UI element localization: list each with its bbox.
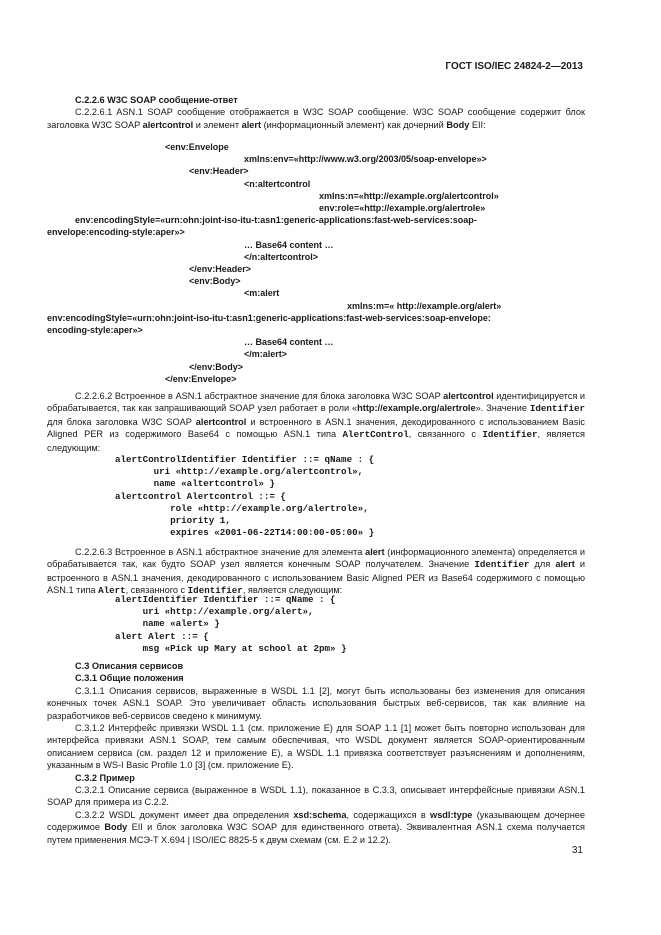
- xml-line: <m:alert: [244, 288, 280, 299]
- code-line: name «altertcontrol» }: [115, 478, 275, 490]
- code-line: msg «Pick up Mary at school at 2pm» }: [115, 642, 347, 654]
- paragraph: C.3.2.1 Описание сервиса (выраженное в WSDL 1.1), показанное в C.3.3, описывает интерфейсные привязки ASN.1 SOAP для примера из C.2.2.: [47, 785, 585, 808]
- xml-line: </env:Envelope>: [165, 373, 237, 384]
- section-c22662: [47, 390, 585, 454]
- code-line: alertcontrol Alertcontrol ::= {: [115, 490, 286, 502]
- section-heading: C.2.2.6 W3C SOAP сообщение-ответ: [75, 95, 238, 105]
- code-line: alertControlIdentifier Identifier ::= qName : {: [115, 454, 375, 465]
- section-c3: [47, 660, 585, 846]
- xml-line: <env:Envelope: [165, 142, 229, 152]
- section-heading: C.3 Описания сервисов: [75, 661, 184, 671]
- code-line: uri «http://example.org/alert»,: [115, 606, 314, 618]
- code-line: role «http://example.org/alertrole»,: [115, 502, 369, 514]
- code-line: expires «2001-06-22T14:00:00-05:00» }: [115, 527, 375, 539]
- page-header: ГОСТ ISO/IEC 24824-2—2013: [445, 61, 583, 72]
- xml-line: env:encodingStyle=«urn:ohn:joint-iso-itu-t:asn1:generic-applications:fast-web-services:soap-: [75, 215, 477, 226]
- asn1-code-block: [115, 594, 655, 655]
- paragraph: C.3.1.2 Интерфейс привязки WSDL 1.1 (см. приложение E) для SOAP 1.1 [1] может быть повторно использован для интерфейса привязки ASN.1 SOAP, тем самым обеспечивая, что WSDL документ является SOAP-ориентированным описанием сервиса (см. раздел 12 и приложение E), а WSDL 1.1 привязка соответствует разъяснениям и дополнениям, указанным в WS-I Basic Profile 1.0 [3] (см. приложение E).: [47, 723, 585, 771]
- section-c22663: [47, 546, 585, 598]
- code-line: alertIdentifier Identifier ::= qName : {: [115, 594, 336, 605]
- xml-line: <n:altertcontrol: [244, 178, 311, 189]
- xml-line: xmlns:env=«http://www.w3.org/2003/05/soap-envelope»>: [244, 154, 487, 165]
- page-number: 31: [571, 845, 583, 856]
- code-line: priority 1,: [115, 515, 231, 527]
- section-c2266: [47, 94, 585, 131]
- xml-line: … Base64 content …: [244, 337, 334, 348]
- xml-line: </n:altertcontrol>: [244, 251, 319, 262]
- xml-line: envelope:encoding-style:aper»>: [47, 227, 185, 238]
- xml-line: </m:alert>: [244, 349, 288, 360]
- section-heading: C.3.1 Общие положения: [75, 673, 184, 684]
- xml-example: [47, 141, 607, 385]
- code-line: alert Alert ::= {: [115, 630, 209, 642]
- xml-line: … Base64 content …: [244, 239, 334, 250]
- section-heading: C.3.2 Пример: [75, 772, 135, 783]
- paragraph: C.2.2.6.2 Встроенное в ASN.1 абстрактное значение для блока заголовка W3C SOAP alertcontrol идентифицируется и обрабатывается, так как запрашивающий SOAP узел работает в роли «http://example.org/alertrole». Значение Identifier для блока заголовка W3C SOAP alertcontrol и встроенного в ASN.1 значения, декодированного с использованием Basic Aligned PER из содержимого Base64 с помощью ASN.1 типа AlertControl, связанного с Identifier, является следующим:: [47, 391, 586, 453]
- xml-line: xmlns:n=«http://example.org/alertcontrol»: [319, 190, 499, 201]
- xml-line: encoding-style:aper»>: [47, 325, 143, 336]
- code-line: name «alert» }: [115, 618, 220, 630]
- xml-line: env:encodingStyle=«urn:ohn:joint-iso-itu-t:asn1:generic-applications:fast-web-services:soap-envelope:: [47, 312, 491, 323]
- paragraph: C.2.2.6.1 ASN.1 SOAP сообщение отображается в W3C SOAP сообщение. W3C SOAP сообщение содержит блок заголовка W3C SOAP alertcontrol и элемент alert (информационный элемент) как дочерний Body EII:: [47, 107, 585, 130]
- xml-line: env:role=«http://example.org/alertrole»: [319, 203, 486, 214]
- code-line: uri «http://example.org/alertcontrol»,: [115, 466, 364, 478]
- paragraph: C.3.1.1 Описания сервисов, выраженные в WSDL 1.1 [2], могут быть использованы без изменения для описания конечных точек ASN.1 SOAP. Это увеличивает область использования быстрых веб-сервисов, так как влияние на разработчиков веб-сервисов сведено к минимуму.: [47, 685, 585, 721]
- xml-line: </env:Body>: [189, 361, 244, 372]
- paragraph: C.2.2.6.3 Встроенное в ASN.1 абстрактное значение для элемента alert (информационного элемента) определяется и обрабатывается так, как будто SOAP узел является конечным SOAP получателем. Значение Identifier для alert и встроенного в ASN.1 значения, декодированного с использованием Basic Aligned PER из Base64 содержимого с помощью ASN.1 типа Alert, связанного с Identifier, является следующим:: [47, 547, 585, 597]
- asn1-code-block: [115, 454, 655, 539]
- paragraph: C.3.2.2 WSDL документ имеет два определения xsd:schema, содержащихся в wsdl:type (указывающем дочернее содержимое Body EII и блок заголовка W3C SOAP для единственного ответа). Эквивалентная ASN.1 схема получается путем применения МСЭ-T X.694 | ISO/IEC 8825-5 к двум схемам (см. E.2 и 12.2).: [47, 809, 585, 845]
- xml-line: </env:Header>: [189, 264, 252, 275]
- xml-line: <env:Header>: [189, 166, 249, 177]
- xml-line: <env:Body>: [189, 276, 241, 287]
- xml-line: xmlns:m=« http://example.org/alert»: [347, 300, 502, 311]
